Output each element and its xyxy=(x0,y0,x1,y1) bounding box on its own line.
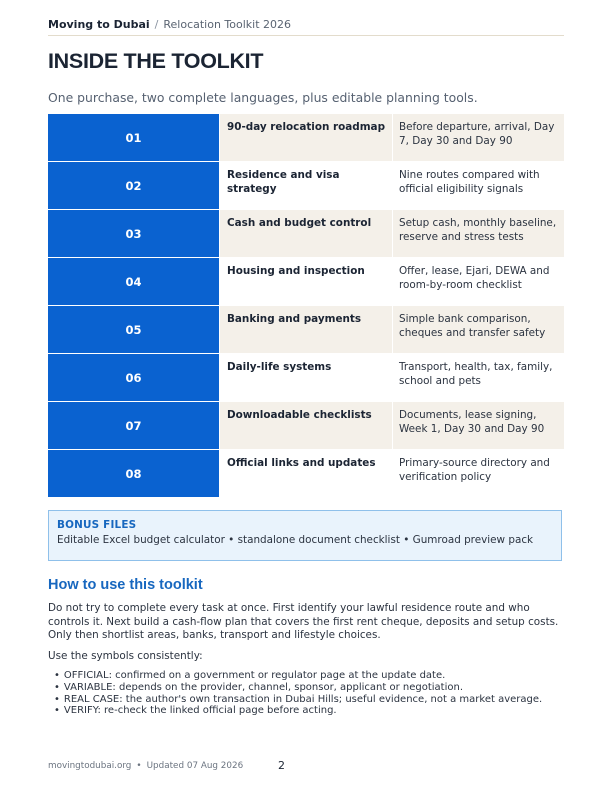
row-number: 03 xyxy=(48,210,220,258)
list-item: • VERIFY: re-check the linked official page before acting. xyxy=(48,705,542,717)
bonus-files-box xyxy=(48,510,562,561)
row-description: Primary-source directory and verification policy xyxy=(399,457,550,483)
list-item: • VARIABLE: depends on the provider, channel, sponsor, applicant or negotiation. xyxy=(48,682,542,694)
table-row xyxy=(48,114,564,162)
header-brand: Moving to Dubai xyxy=(48,18,150,31)
row-description: Transport, health, tax, family, school and pets xyxy=(399,361,553,387)
row-number: 06 xyxy=(48,354,220,402)
row-number: 08 xyxy=(48,450,220,498)
row-number: 05 xyxy=(48,306,220,354)
row-topic: Cash and budget control xyxy=(227,217,372,229)
table-row xyxy=(48,210,564,258)
footer-updated: Updated 07 Aug 2026 xyxy=(146,761,244,771)
row-topic: Housing and inspection xyxy=(227,265,365,277)
page-subtitle: One purchase, two complete languages, plus editable planning tools. xyxy=(48,90,478,105)
list-item: • OFFICIAL: confirmed on a government or regulator page at the update date. xyxy=(48,670,542,682)
row-topic: Downloadable checklists xyxy=(227,409,372,421)
row-number: 02 xyxy=(48,162,220,210)
toolkit-contents-table xyxy=(48,114,564,498)
row-topic: Banking and payments xyxy=(227,313,362,325)
howto-heading: How to use this toolkit xyxy=(48,577,203,593)
row-topic: Daily-life systems xyxy=(227,361,332,373)
row-description: Offer, lease, Ejari, DEWA and room-by-room checklist xyxy=(399,265,550,291)
row-description: Documents, lease signing, Week 1, Day 30 and Day 90 xyxy=(399,409,545,435)
table-row xyxy=(48,402,564,450)
row-number: 01 xyxy=(48,114,220,162)
row-topic: Residence and visa strategy xyxy=(227,169,340,195)
row-number: 04 xyxy=(48,258,220,306)
symbols-intro: Use the symbols consistently: xyxy=(48,650,203,662)
table-row xyxy=(48,306,564,354)
list-item: • REAL CASE: the author's own transaction in Dubai Hills; useful evidence, not a market average. xyxy=(48,694,542,706)
row-topic: 90-day relocation roadmap xyxy=(227,121,386,133)
table-row xyxy=(48,354,564,402)
row-number: 07 xyxy=(48,402,220,450)
page-number: 2 xyxy=(278,759,285,772)
footer-bullet: • xyxy=(136,761,142,771)
row-description: Simple bank comparison, cheques and transfer safety xyxy=(399,313,546,339)
howto-paragraph: Do not try to complete every task at once. First identify your lawful residence route and who controls it. Next build a cash-flow plan that covers the first rent cheque, deposits and setup costs. Only then shortlist areas, banks, transport and lifestyle choices. xyxy=(48,602,559,642)
header-separator: / xyxy=(154,18,159,31)
table-row xyxy=(48,162,564,210)
table-row xyxy=(48,450,564,498)
bonus-title: BONUS FILES xyxy=(57,519,137,531)
page-header xyxy=(48,18,564,36)
symbols-list xyxy=(48,670,542,717)
header-section: Relocation Toolkit 2026 xyxy=(163,18,292,31)
page-title: INSIDE THE TOOLKIT xyxy=(48,49,264,73)
row-topic: Official links and updates xyxy=(227,457,376,469)
page-footer xyxy=(48,761,243,771)
row-description: Setup cash, monthly baseline, reserve and stress tests xyxy=(399,217,557,243)
row-description: Before departure, arrival, Day 7, Day 30 and Day 90 xyxy=(399,121,555,147)
row-description: Nine routes compared with official eligibility signals xyxy=(399,169,540,195)
bonus-text: Editable Excel budget calculator • standalone document checklist • Gumroad preview pack xyxy=(57,534,534,546)
footer-site: movingtodubai.org xyxy=(48,761,132,771)
table-row xyxy=(48,258,564,306)
